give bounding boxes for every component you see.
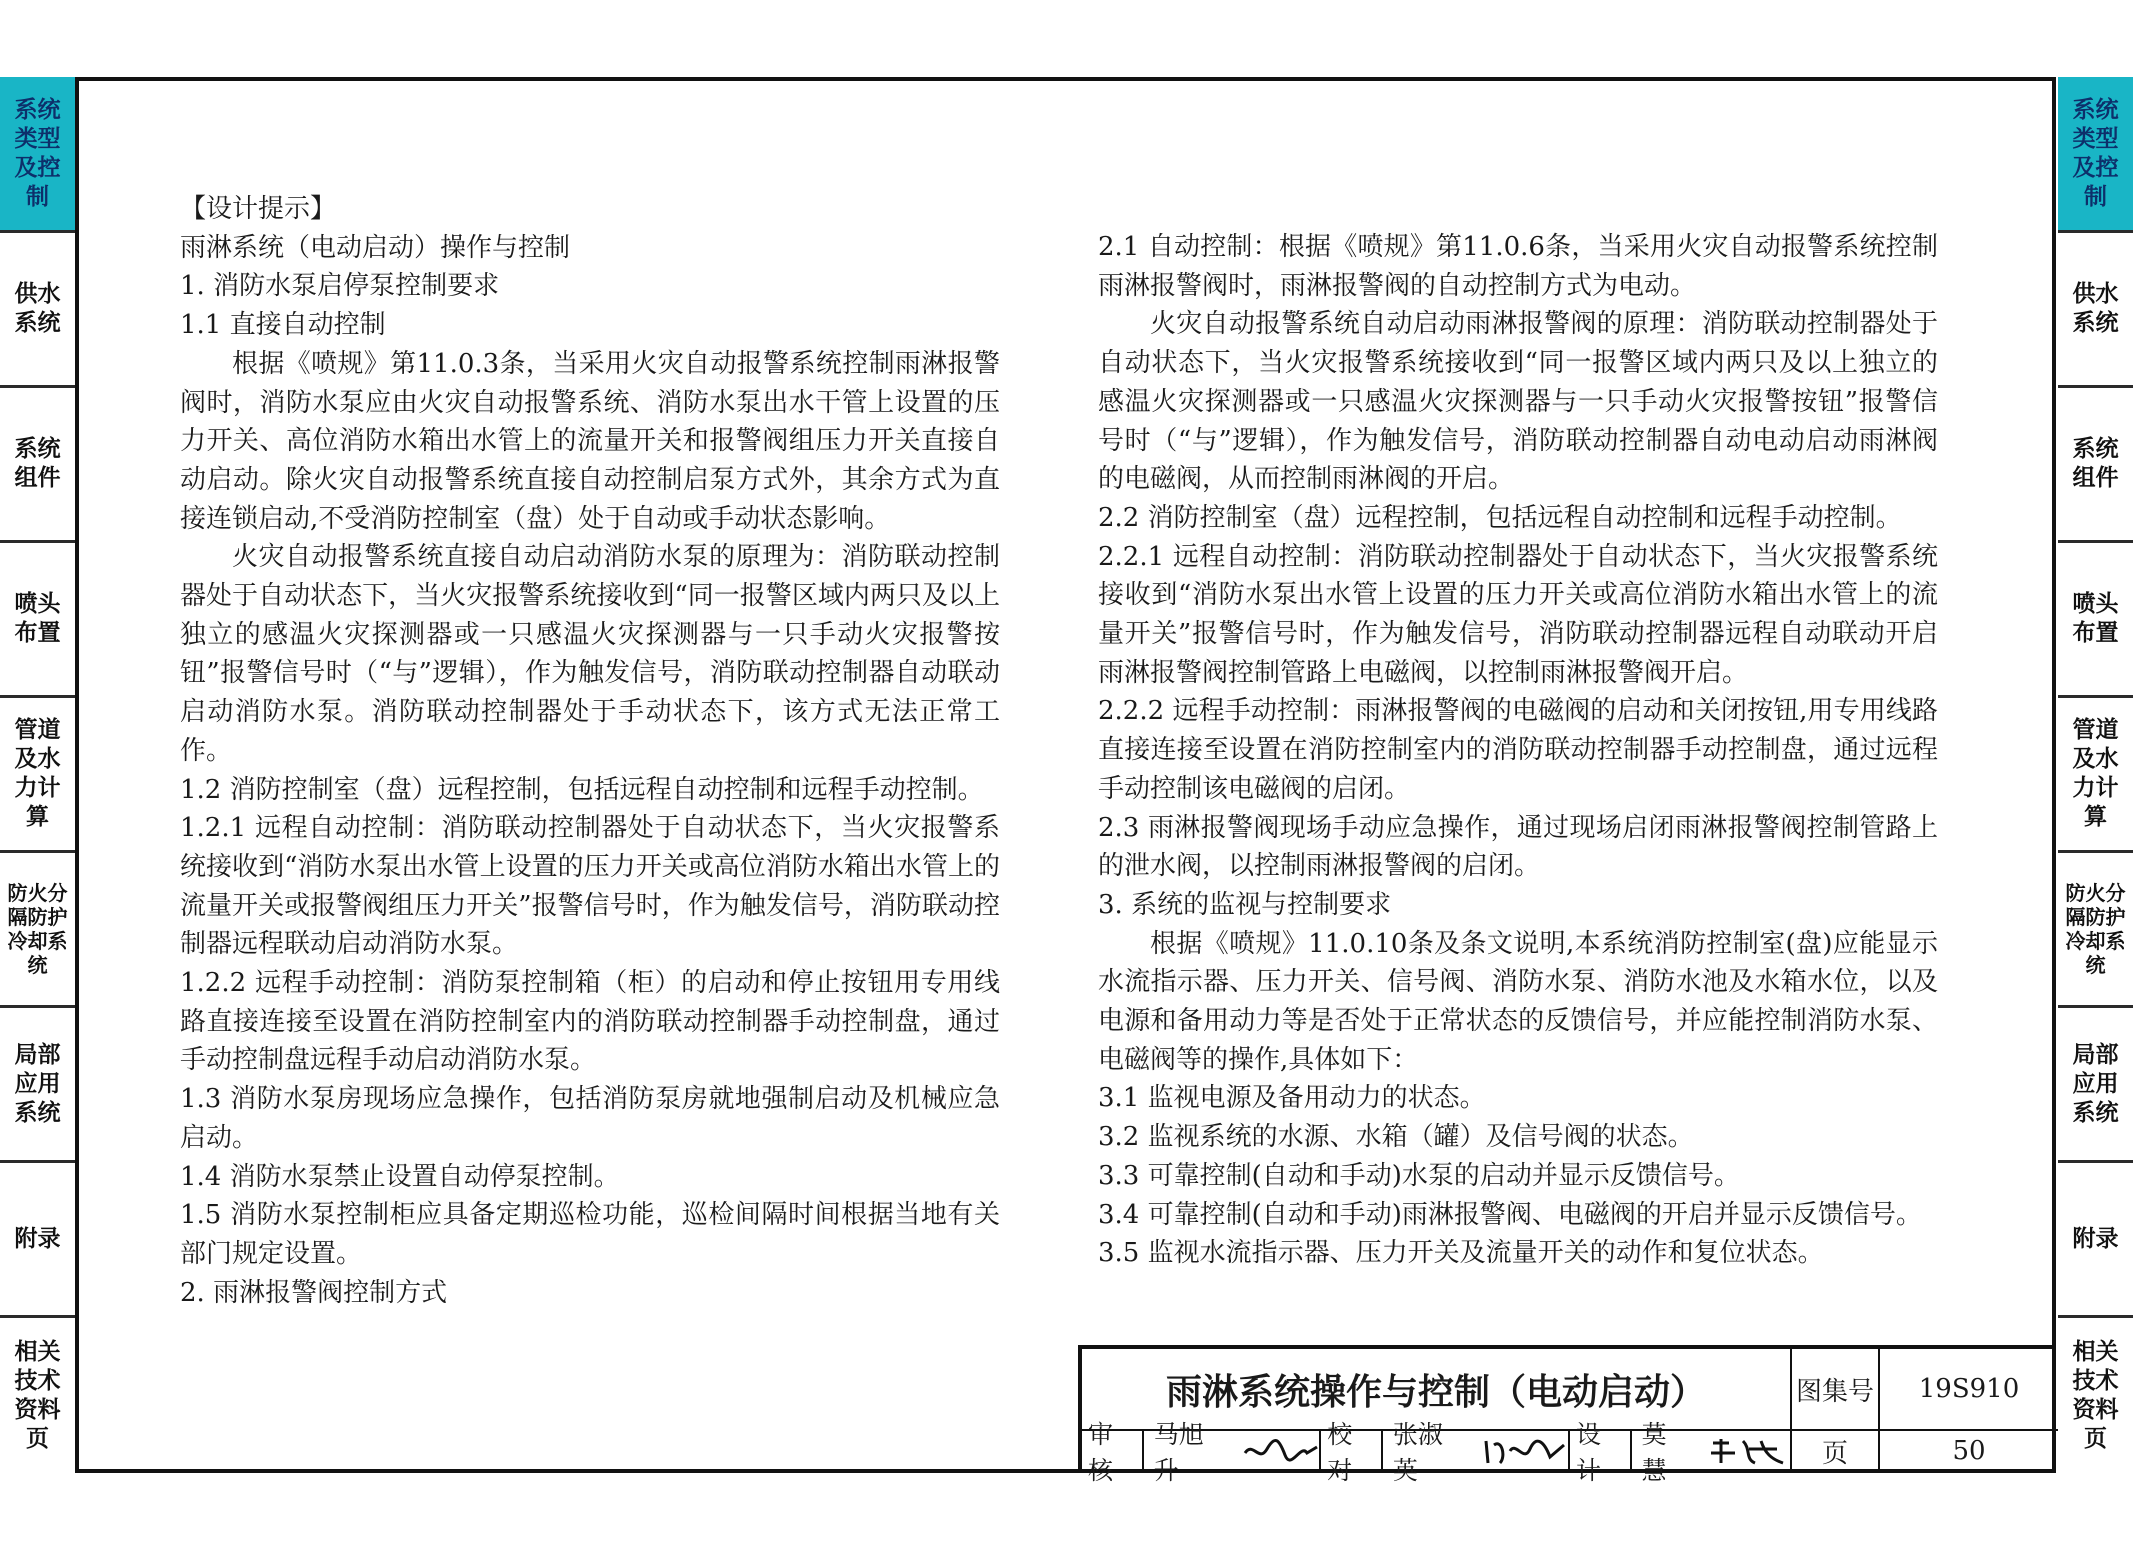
tab-components[interactable]: 系统组件 [0,388,75,543]
title-block [1078,1345,2054,1485]
right-text-column [1098,228,1938,1273]
paragraph: 1.2 消防控制室（盘）远程控制，包括远程自动控制和远程手动控制。 [180,774,984,805]
tab-local-application[interactable]: 局部应用系统 [2058,1008,2133,1163]
paragraph: 1.2.1 远程自动控制：消防联动控制器处于自动状态下，当火灾报警系统接收到“消防水泵出水管上设置的压力开关或高位消防水箱出水管上的流量开关或报警阀组压力开关”报警信号时，作为触发信号，消防联动控制器远程联动启动消防水泵。 [180,813,1000,960]
reviewer-name: 马旭升 [1153,1420,1204,1485]
tab-pipe-hydraulics[interactable]: 管道及水力计算 [2058,698,2133,853]
paragraph: 1.4 消防水泵禁止设置自动停泵控制。 [180,1161,620,1192]
paragraph: 根据《喷规》11.0.10条及条文说明,本系统消防控制室(盘)应能显示水流指示器、压力开关、信号阀、消防水泵、消防水池及水箱水位，以及电源和备用动力等是否处于正常状态的反馈信号，并应能控制消防水泵、电磁阀等的操作,具体如下： [1098,928,1938,1075]
paragraph: 2.2 消防控制室（盘）远程控制，包括远程自动控制和远程手动控制。 [1098,502,1902,533]
signature-row [1082,1420,1792,1485]
checker-signature [1474,1431,1569,1471]
designer-signature [1699,1431,1790,1471]
atlas-label: 图集号 [1792,1349,1880,1431]
paragraph: 3.4 可靠控制(自动和手动)雨淋报警阀、电磁阀的开启并显示反馈信号。 [1098,1199,1922,1230]
paragraph: 火灾自动报警系统自动启动雨淋报警阀的原理：消防联动控制器处于自动状态下，当火灾报警系统接收到“同一报警区域内两只及以上独立的感温火灾探测器或一只感温火灾探测器与一只手动火灾报警按钮”报警信号时（“与”逻辑），作为触发信号，消防联动控制器自动电动启动雨淋阀的电磁阀，从而控制雨淋阀的开启。 [1098,309,1938,495]
design-label: 设计 [1570,1431,1632,1471]
tab-water-supply[interactable]: 供水系统 [0,233,75,388]
paragraph: 3. 系统的监视与控制要求 [1098,889,1392,920]
tab-related-docs[interactable]: 相关技术资料页 [2072,1338,2119,1452]
tab-sprinkler-layout[interactable]: 喷头布置 [2058,543,2133,698]
designer-name: 莫慧 [1641,1420,1667,1485]
atlas-number: 19S910 [1880,1349,2058,1431]
paragraph: 1.5 消防水泵控制柜应具备定期巡检功能，巡检间隔时间根据当地有关部门规定设置。 [180,1200,1000,1269]
paragraph: 2.2.2 远程手动控制：雨淋报警阀的电磁阀的启动和关闭按钮,用专用线路直接连接至设置在消防控制室内的消防联动控制器手动控制盘，通过远程手动控制该电磁阀的启闭。 [1098,696,1938,804]
paragraph: 火灾自动报警系统直接自动启动消防水泵的原理为：消防联动控制器处于自动状态下，当火灾报警系统接收到“同一报警区域内两只及以上独立的感温火灾探测器或一只感温火灾探测器与一只手动火灾报警按钮”报警信号时（“与”逻辑），作为触发信号，消防联动控制器自动联动启动消防水泵。消防联动控制器处于手动状态下，该方式无法正常工作。 [180,542,1000,766]
tab-related-docs[interactable]: 相关技术资料页 [14,1338,61,1452]
tab-local-application[interactable]: 局部应用系统 [0,1008,75,1163]
checker-name: 张淑英 [1392,1420,1443,1485]
paragraph: 根据《喷规》第11.0.3条，当采用火灾自动报警系统控制雨淋报警阀时，消防水泵应由火灾自动报警系统、消防水泵出水干管上设置的压力开关、高位消防水箱出水管上的流量开关和报警阀组压力开关直接自动启动。除火灾自动报警系统直接自动控制启泵方式外，其余方式为直接连锁启动,不受消防控制室（盘）处于自动或手动状态影响。 [180,348,1000,534]
right-tab-strip [2058,77,2133,1473]
tab-fire-separation[interactable]: 防火分隔防护冷却系统 [0,853,75,1008]
paragraph: 1.1 直接自动控制 [180,310,386,341]
paragraph: 3.2 监视系统的水源、水箱（罐）及信号阀的状态。 [1098,1122,1694,1153]
tab-components[interactable]: 系统组件 [2058,388,2133,543]
page-number: 50 [1952,1436,1986,1466]
tab-appendix[interactable]: 附录 [2058,1163,2133,1318]
tab-appendix[interactable]: 附录 [0,1163,75,1318]
paragraph: 2.2.1 远程自动控制：消防联动控制器处于自动状态下，当火灾报警系统接收到“消防水泵出水管上设置的压力开关或高位消防水箱出水管上的流量开关”报警信号时，作为触发信号，消防联动控制器远程自动联动开启雨淋报警阀控制管路上电磁阀，以控制雨淋报警阀开启。 [1098,541,1938,688]
doc-subtitle: 雨淋系统（电动启动）操作与控制 [180,232,571,263]
drawing-title: 雨淋系统操作与控制（电动启动） [1082,1349,1792,1431]
review-label: 审核 [1082,1431,1144,1471]
section-heading: 【设计提示】 [180,194,337,224]
paragraph: 1. 消防水泵启停泵控制要求 [180,271,500,302]
paragraph: 2. 雨淋报警阀控制方式 [180,1277,448,1308]
tab-pipe-hydraulics[interactable]: 管道及水力计算 [0,698,75,853]
paragraph: 2.3 雨淋报警阀现场手动应急操作，通过现场启闭雨淋报警阀控制管路上的泄水阀，以控制雨淋报警阀的启闭。 [1098,812,1938,882]
paragraph: 2.1 自动控制：根据《喷规》第11.0.6条，当采用火灾自动报警系统控制雨淋报警阀时，雨淋报警阀的自动控制方式为电动。 [1098,232,1938,301]
reviewer-signature [1235,1431,1321,1471]
left-tab-strip [0,77,75,1473]
tab-system-type[interactable]: 系统类型及控制 [2058,77,2133,233]
paragraph: 3.5 监视水流指示器、压力开关及流量开关的动作和复位状态。 [1098,1238,1824,1269]
tab-system-type[interactable]: 系统类型及控制 [0,77,75,233]
tab-water-supply[interactable]: 供水系统 [2058,233,2133,388]
tab-fire-separation[interactable]: 防火分隔防护冷却系统 [2058,853,2133,1008]
paragraph: 1.2.2 远程手动控制：消防泵控制箱（柜）的启动和停止按钮用专用线路直接连接至设置在消防控制室内的消防联动控制器手动控制盘，通过手动控制盘远程手动启动消防水泵。 [180,968,1000,1076]
left-text-column [180,190,1000,1312]
paragraph: 3.3 可靠控制(自动和手动)水泵的启动并显示反馈信号。 [1098,1160,1740,1191]
paragraph: 1.3 消防水泵房现场应急操作，包括消防泵房就地强制启动及机械应急启动。 [180,1084,1000,1153]
check-label: 校对 [1321,1431,1383,1471]
tab-sprinkler-layout[interactable]: 喷头布置 [0,543,75,698]
paragraph: 3.1 监视电源及备用动力的状态。 [1098,1083,1486,1114]
page-label: 页 [1792,1431,1880,1471]
